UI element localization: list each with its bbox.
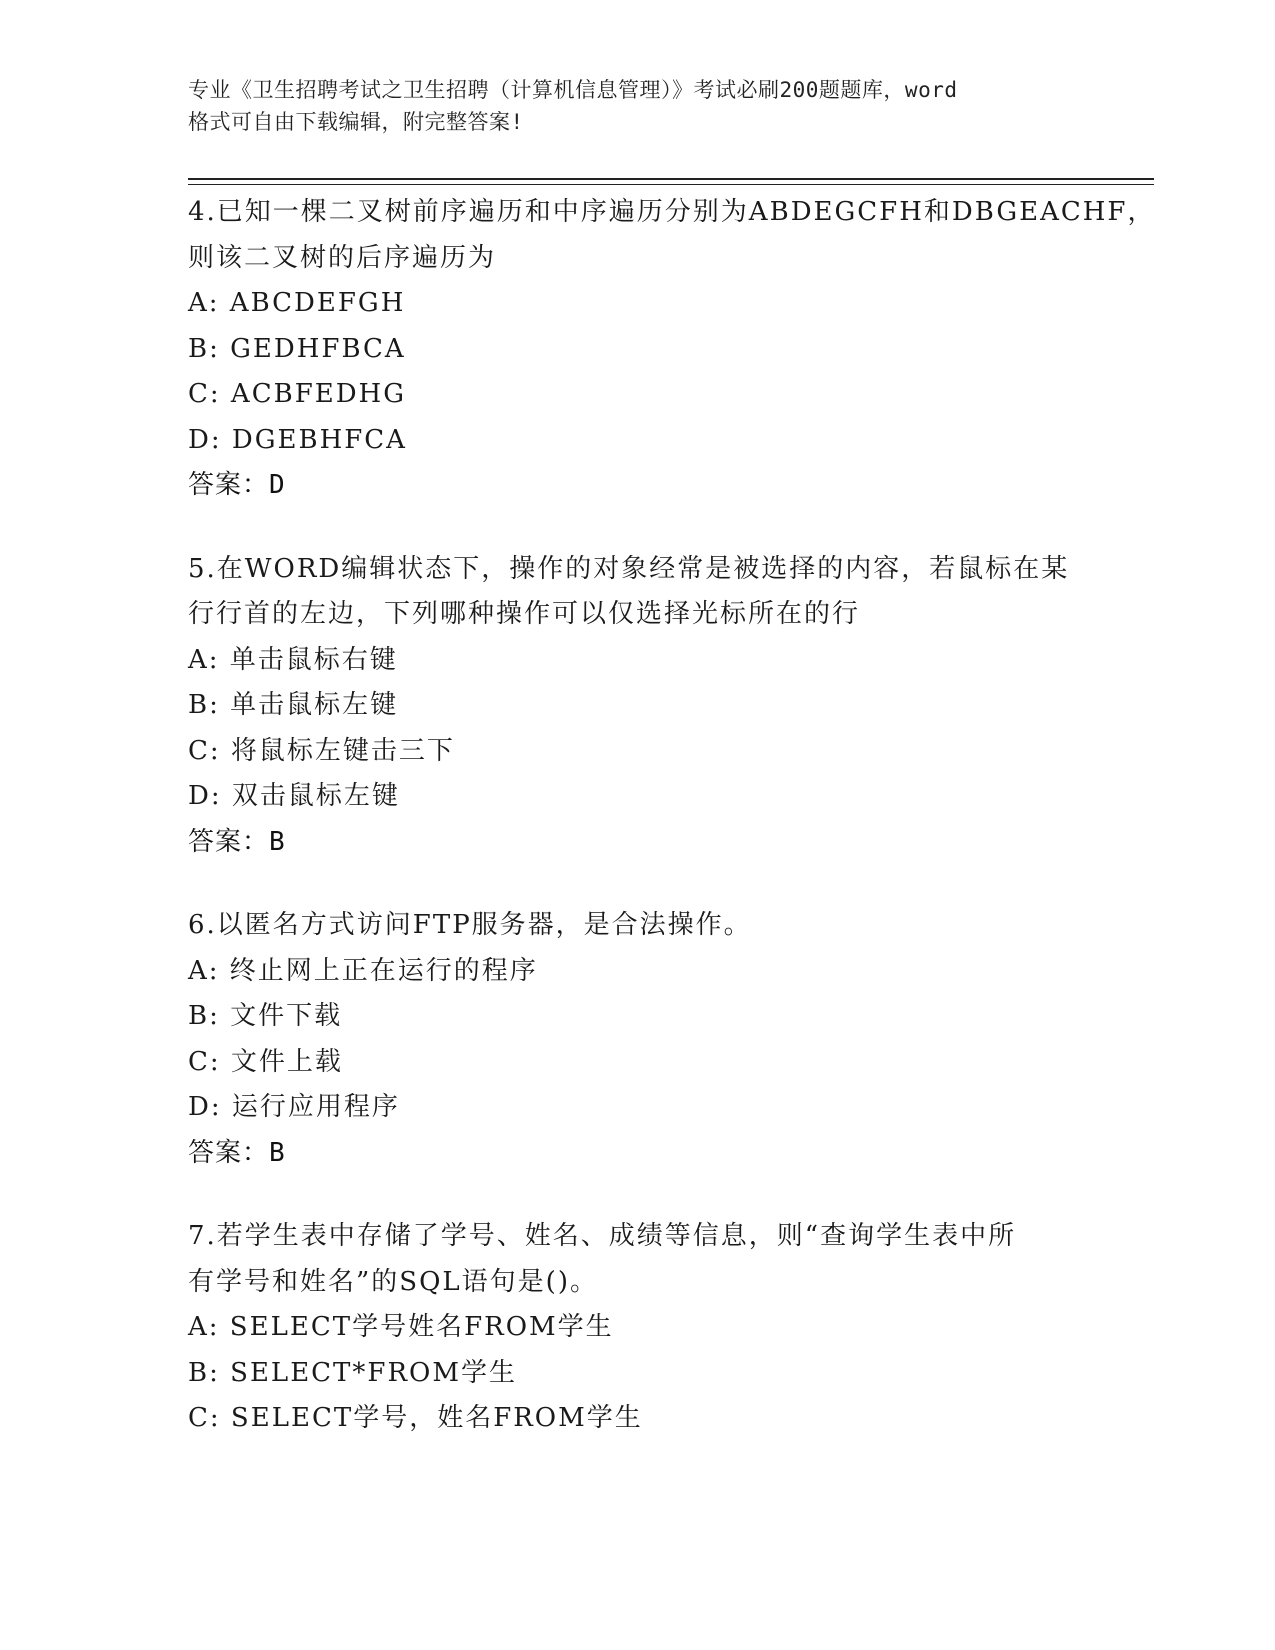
answer: 答案：D <box>188 470 286 500</box>
question-5 <box>188 547 1148 866</box>
option-c: C: 文件上载 <box>188 1046 343 1077</box>
question-text: 4.已知一棵二叉树前序遍历和中序遍历分别为ABDEGCFH和DBGEACHF， <box>188 197 1156 227</box>
question-6 <box>188 903 1148 1176</box>
option-a: A: ABCDEFGH <box>188 288 406 318</box>
header-line-2: 格式可自由下载编辑，附完整答案! <box>188 110 524 134</box>
option-c: C: 将鼠标左键击三下 <box>188 735 455 766</box>
option-d: D: 运行应用程序 <box>188 1092 400 1122</box>
option-a: A: 终止网上正在运行的程序 <box>188 955 538 986</box>
question-7 <box>188 1214 1148 1442</box>
header-line-1: 专业《卫生招聘考试之卫生招聘（计算机信息管理）》考试必刷200题题库，word <box>188 78 958 102</box>
question-4 <box>188 190 1156 509</box>
option-b: B: SELECT*FROM学生 <box>188 1357 517 1388</box>
header-divider-thick <box>188 178 1154 180</box>
question-text: 有学号和姓名”的SQL语句是()。 <box>188 1266 598 1297</box>
option-b: B: GEDHFBCA <box>188 333 406 364</box>
option-a: A: 单击鼠标右键 <box>188 644 398 675</box>
option-b: B: 文件下载 <box>188 1001 343 1031</box>
header-divider-thin <box>188 184 1154 185</box>
option-d: D: 双击鼠标左键 <box>188 781 400 811</box>
question-text: 5.在WORD编辑状态下，操作的对象经常是被选择的内容，若鼠标在某 <box>188 553 1070 584</box>
answer: 答案：B <box>188 1137 286 1168</box>
option-c: C: ACBFEDHG <box>188 379 407 409</box>
option-a: A: SELECT学号姓名FROM学生 <box>188 1312 614 1342</box>
question-text: 7.若学生表中存储了学号、姓名、成绩等信息，则“查询学生表中所 <box>188 1221 1017 1251</box>
question-list <box>188 190 1156 1442</box>
question-text: 行行首的左边，下列哪种操作可以仅选择光标所在的行 <box>188 599 861 629</box>
question-text: 则该二叉树的后序遍历为 <box>188 242 497 273</box>
option-c: C: SELECT学号，姓名FROM学生 <box>188 1403 643 1433</box>
question-text: 6.以匿名方式访问FTP服务器，是合法操作。 <box>188 910 752 940</box>
option-b: B: 单击鼠标左键 <box>188 690 399 720</box>
answer: 答案：B <box>188 826 286 857</box>
document-header <box>188 74 1118 138</box>
option-d: D: DGEBHFCA <box>188 424 407 455</box>
